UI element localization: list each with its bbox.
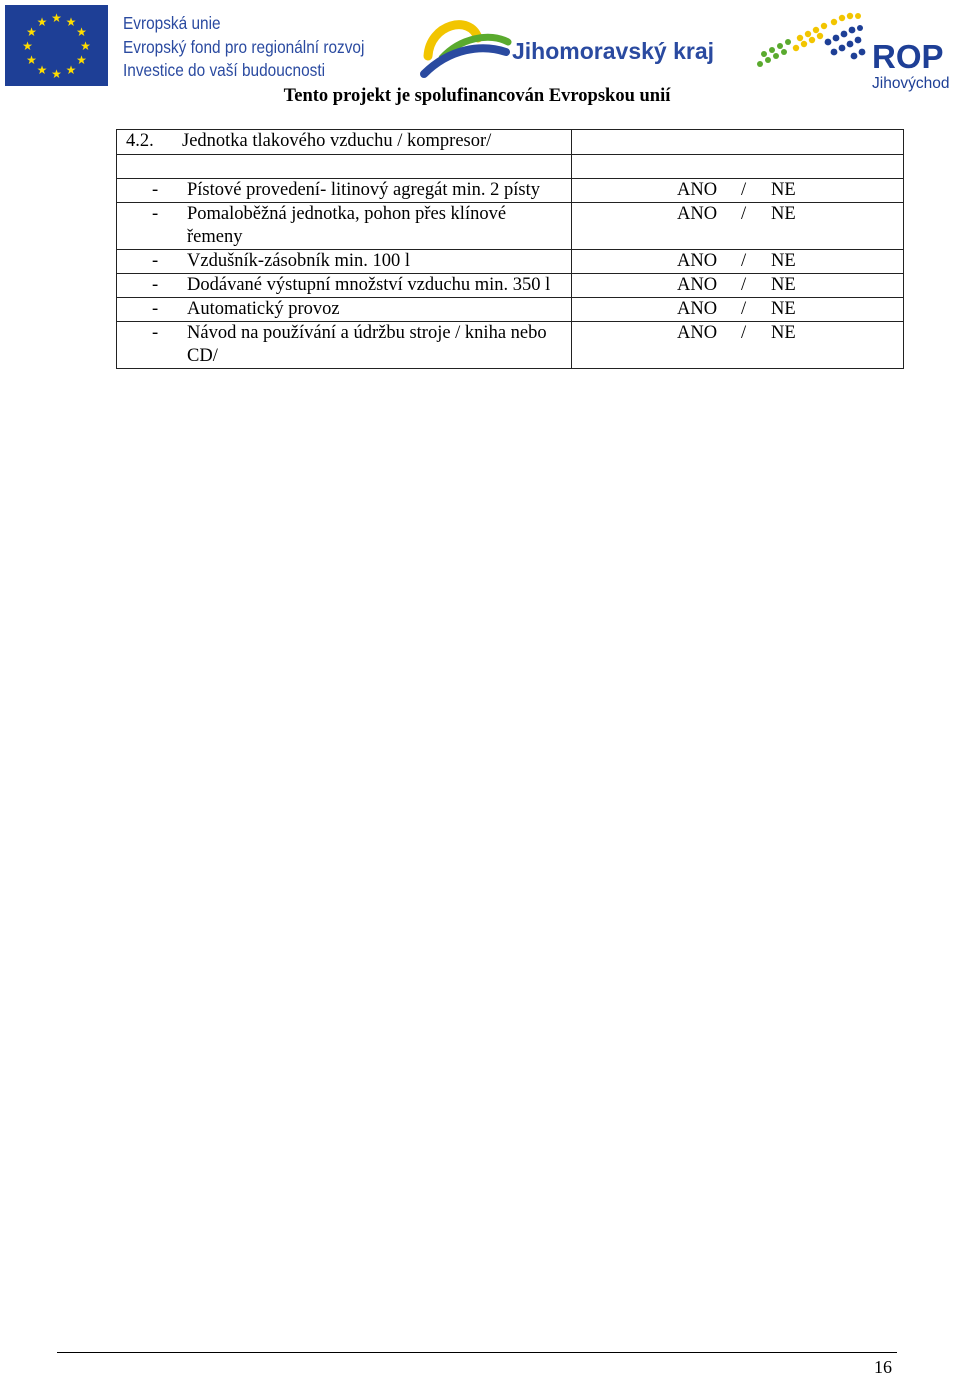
svg-text:★: ★ [22,39,33,53]
answer-yes: ANO [677,204,718,224]
cofinancing-note: Tento projekt je spolufinancován Evropskou unií [283,86,671,106]
svg-text:★: ★ [65,63,77,77]
item-dash: - [152,204,159,224]
answer-cell [572,179,904,203]
answer-separator: / [741,299,747,319]
rop-subtitle: Jihovýchod [872,75,950,92]
answer-no: NE [771,275,796,295]
eu-stars-icon [5,5,108,86]
region-logo-icon [420,14,512,78]
svg-text:★: ★ [80,39,91,53]
item-text: Pístové provedení- litinový agregát min. 2 písty [187,180,540,200]
item-text: Automatický provoz [187,299,340,319]
answer-cell [572,274,904,298]
section-title-cell [117,130,572,155]
section-title: Jednotka tlakového vzduchu / kompresor/ [182,131,492,151]
svg-text:★: ★ [26,53,37,67]
eu-line-2: Evropský fond pro regionální rozvoj [123,36,365,57]
answer-cell [572,322,904,369]
answer-separator: / [741,180,747,200]
item-text: Dodávané výstupní množství vzduchu min. 350 l [187,275,551,295]
table-row [117,274,904,298]
answer-separator: / [741,204,747,224]
item-cell [117,203,572,250]
blank-cell [117,155,572,179]
svg-text:★: ★ [26,25,37,39]
answer-yes: ANO [677,251,718,271]
item-dash: - [152,180,159,200]
svg-text:★: ★ [36,63,48,77]
blank-row [117,155,904,179]
eu-line-1: Evropská unie [123,13,221,33]
item-cell [117,250,572,274]
eu-fund-text [123,12,364,83]
item-text: Návod na používání a údržbu stroje / kniha nebo CD/ [187,323,547,366]
page-number: 16 [874,1357,892,1377]
item-cell [117,322,572,369]
answer-cell [572,203,904,250]
rop-dots-icon [754,12,870,72]
svg-text:★: ★ [36,15,48,29]
specification-table [116,129,904,369]
eu-flag-logo [5,5,108,86]
answer-no: NE [771,323,796,343]
item-dash: - [152,251,159,271]
page-header [0,0,960,115]
blank-cell [572,155,904,179]
answer-no: NE [771,299,796,319]
svg-text:★: ★ [65,15,77,29]
rop-logo-text: ROP [872,38,944,75]
item-text: Pomaloběžná jednotka, pohon přes klínové řemeny [187,204,507,247]
answer-no: NE [771,251,796,271]
answer-no: NE [771,204,796,224]
svg-text:★: ★ [51,67,62,81]
section-title-row [117,130,904,155]
eu-line-3: Investice do vaší budoucnosti [123,60,326,80]
answer-cell [572,250,904,274]
table-row [117,298,904,322]
item-cell [117,179,572,203]
table-row [117,250,904,274]
section-title-empty-cell [572,130,904,155]
svg-text:★: ★ [76,53,87,67]
section-number: 4.2. [126,131,154,151]
answer-separator: / [741,251,747,271]
answer-yes: ANO [677,299,718,319]
item-cell [117,274,572,298]
table-row [117,203,904,250]
item-dash: - [152,299,159,319]
answer-separator: / [741,323,747,343]
footer-divider [57,1352,897,1353]
answer-separator: / [741,275,747,295]
item-dash: - [152,323,159,343]
answer-yes: ANO [677,323,718,343]
answer-yes: ANO [677,275,718,295]
table-row [117,179,904,203]
answer-cell [572,298,904,322]
item-dash: - [152,275,159,295]
svg-text:★: ★ [76,25,87,39]
answer-no: NE [771,180,796,200]
item-text: Vzdušník-zásobník min. 100 l [187,251,411,271]
table-row [117,322,904,369]
item-cell [117,298,572,322]
answer-yes: ANO [677,180,718,200]
region-name: Jihomoravský kraj [512,38,715,64]
svg-text:★: ★ [51,11,62,25]
